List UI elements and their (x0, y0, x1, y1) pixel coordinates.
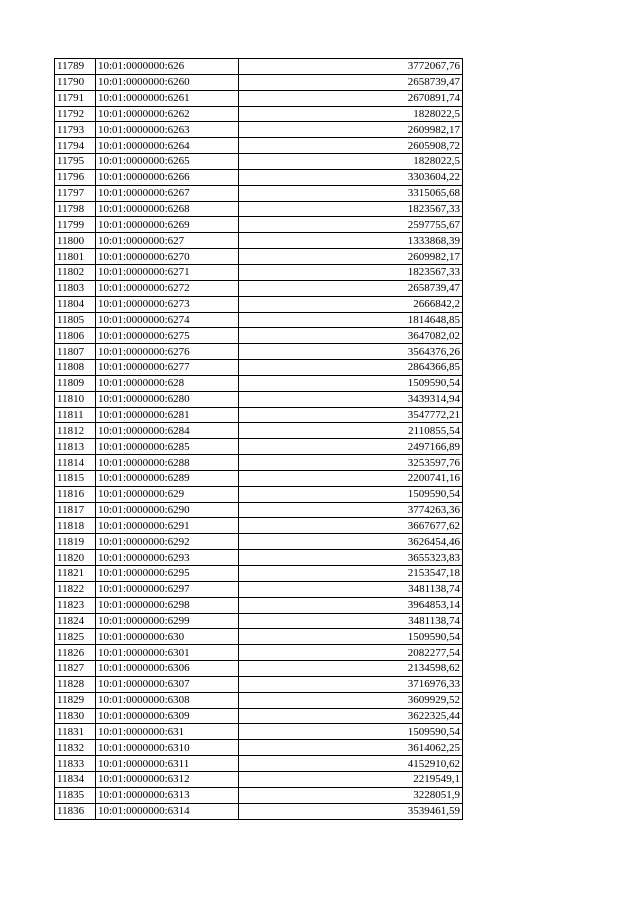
table-row (55, 59, 463, 75)
cadastral-number-cell: 10:01:0000000:629 (96, 486, 239, 502)
cadastral-value-cell: 2134598,62 (239, 661, 463, 677)
table-row (55, 344, 463, 360)
row-number-cell: 11804 (55, 296, 96, 312)
cadastral-number-cell: 10:01:0000000:6264 (96, 138, 239, 154)
cadastral-number-cell: 10:01:0000000:6270 (96, 249, 239, 265)
cadastral-value-cell: 3774263,36 (239, 502, 463, 518)
table-row (55, 661, 463, 677)
table-row (55, 375, 463, 391)
row-number-cell: 11828 (55, 676, 96, 692)
cadastral-value-cell: 3667677,62 (239, 518, 463, 534)
cadastral-number-cell: 10:01:0000000:6274 (96, 312, 239, 328)
cadastral-number-cell: 10:01:0000000:630 (96, 629, 239, 645)
table-row (55, 328, 463, 344)
cadastral-value-cell: 3622325,44 (239, 708, 463, 724)
row-number-cell: 11792 (55, 106, 96, 122)
cadastral-value-cell: 3564376,26 (239, 344, 463, 360)
row-number-cell: 11836 (55, 803, 96, 819)
row-number-cell: 11789 (55, 59, 96, 75)
cadastral-number-cell: 10:01:0000000:6290 (96, 502, 239, 518)
table-row (55, 629, 463, 645)
cadastral-value-cell: 2153547,18 (239, 566, 463, 582)
row-number-cell: 11802 (55, 264, 96, 280)
cadastral-number-cell: 10:01:0000000:6313 (96, 787, 239, 803)
cadastral-value-cell: 3439314,94 (239, 391, 463, 407)
table-row (55, 423, 463, 439)
cadastral-value-cell: 2605908,72 (239, 138, 463, 154)
table-row (55, 185, 463, 201)
table-row (55, 296, 463, 312)
cadastral-value-cell: 1828022,5 (239, 106, 463, 122)
table-row (55, 106, 463, 122)
cadastral-number-cell: 10:01:0000000:628 (96, 375, 239, 391)
table-row (55, 787, 463, 803)
table-row (55, 280, 463, 296)
cadastral-value-cell: 2219549,1 (239, 771, 463, 787)
cadastral-value-cell: 3547772,21 (239, 407, 463, 423)
row-number-cell: 11799 (55, 217, 96, 233)
cadastral-value-cell: 3647082,02 (239, 328, 463, 344)
cadastral-number-cell: 10:01:0000000:6268 (96, 201, 239, 217)
cadastral-number-cell: 10:01:0000000:6261 (96, 90, 239, 106)
cadastral-number-cell: 10:01:0000000:6262 (96, 106, 239, 122)
table-row (55, 771, 463, 787)
cadastral-value-cell: 3609929,52 (239, 692, 463, 708)
cadastral-number-cell: 10:01:0000000:6260 (96, 74, 239, 90)
cadastral-value-cell: 1823567,33 (239, 264, 463, 280)
table-row (55, 201, 463, 217)
cadastral-number-cell: 10:01:0000000:6291 (96, 518, 239, 534)
cadastral-value-cell: 2658739,47 (239, 280, 463, 296)
table-row (55, 264, 463, 280)
cadastral-value-cell: 2609982,17 (239, 122, 463, 138)
cadastral-value-cell: 2082277,54 (239, 645, 463, 661)
row-number-cell: 11826 (55, 645, 96, 661)
cadastral-value-cell: 1509590,54 (239, 629, 463, 645)
cadastral-value-cell: 1823567,33 (239, 201, 463, 217)
row-number-cell: 11806 (55, 328, 96, 344)
cadastral-number-cell: 10:01:0000000:6267 (96, 185, 239, 201)
table-row (55, 169, 463, 185)
cadastral-number-cell: 10:01:0000000:6311 (96, 756, 239, 772)
table-row (55, 407, 463, 423)
table-row (55, 581, 463, 597)
table-row (55, 486, 463, 502)
cadastral-number-cell: 10:01:0000000:6281 (96, 407, 239, 423)
cadastral-number-cell: 10:01:0000000:6307 (96, 676, 239, 692)
table-row (55, 74, 463, 90)
row-number-cell: 11798 (55, 201, 96, 217)
table-row (55, 122, 463, 138)
cadastral-value-cell: 1333868,39 (239, 233, 463, 249)
cadastral-value-cell: 2597755,67 (239, 217, 463, 233)
cadastral-number-cell: 10:01:0000000:6314 (96, 803, 239, 819)
table-row (55, 470, 463, 486)
cadastral-number-cell: 10:01:0000000:6312 (96, 771, 239, 787)
row-number-cell: 11832 (55, 740, 96, 756)
table-row (55, 550, 463, 566)
cadastral-value-cell: 3539461,59 (239, 803, 463, 819)
row-number-cell: 11827 (55, 661, 96, 677)
table-row (55, 455, 463, 471)
row-number-cell: 11829 (55, 692, 96, 708)
table-row (55, 360, 463, 376)
row-number-cell: 11790 (55, 74, 96, 90)
cadastral-value-cell: 3253597,76 (239, 455, 463, 471)
cadastral-number-cell: 10:01:0000000:627 (96, 233, 239, 249)
table-row (55, 534, 463, 550)
cadastral-value-cell: 4152910,62 (239, 756, 463, 772)
cadastral-value-cell: 2666842,2 (239, 296, 463, 312)
table-row (55, 566, 463, 582)
cadastral-number-cell: 10:01:0000000:6301 (96, 645, 239, 661)
row-number-cell: 11807 (55, 344, 96, 360)
cadastral-value-cell: 1509590,54 (239, 724, 463, 740)
table-row (55, 439, 463, 455)
cadastral-value-cell: 1828022,5 (239, 154, 463, 170)
table-row (55, 233, 463, 249)
cadastral-number-cell: 10:01:0000000:6295 (96, 566, 239, 582)
cadastral-value-cell: 3772067,76 (239, 59, 463, 75)
row-number-cell: 11808 (55, 360, 96, 376)
table-row (55, 217, 463, 233)
row-number-cell: 11795 (55, 154, 96, 170)
table-row (55, 249, 463, 265)
cadastral-number-cell: 10:01:0000000:6306 (96, 661, 239, 677)
row-number-cell: 11810 (55, 391, 96, 407)
row-number-cell: 11791 (55, 90, 96, 106)
table-row (55, 597, 463, 613)
table-row (55, 502, 463, 518)
cadastral-number-cell: 10:01:0000000:631 (96, 724, 239, 740)
table-row (55, 676, 463, 692)
cadastral-number-cell: 10:01:0000000:6308 (96, 692, 239, 708)
row-number-cell: 11834 (55, 771, 96, 787)
row-number-cell: 11814 (55, 455, 96, 471)
cadastral-value-cell: 3303604,22 (239, 169, 463, 185)
cadastral-number-cell: 10:01:0000000:6280 (96, 391, 239, 407)
cadastral-number-cell: 10:01:0000000:6298 (96, 597, 239, 613)
cadastral-number-cell: 10:01:0000000:6263 (96, 122, 239, 138)
table-row (55, 518, 463, 534)
row-number-cell: 11809 (55, 375, 96, 391)
cadastral-value-cell: 3655323,83 (239, 550, 463, 566)
cadastral-value-cell: 3626454,46 (239, 534, 463, 550)
cadastral-value-cell: 1509590,54 (239, 375, 463, 391)
table-row (55, 803, 463, 819)
row-number-cell: 11815 (55, 470, 96, 486)
cadastral-number-cell: 10:01:0000000:6271 (96, 264, 239, 280)
table-row (55, 724, 463, 740)
cadastral-number-cell: 10:01:0000000:6285 (96, 439, 239, 455)
cadastral-number-cell: 10:01:0000000:6297 (96, 581, 239, 597)
cadastral-number-cell: 10:01:0000000:6275 (96, 328, 239, 344)
row-number-cell: 11822 (55, 581, 96, 597)
cadastral-number-cell: 10:01:0000000:6277 (96, 360, 239, 376)
table-row (55, 154, 463, 170)
table-row (55, 692, 463, 708)
row-number-cell: 11830 (55, 708, 96, 724)
row-number-cell: 11812 (55, 423, 96, 439)
cadastral-value-cell: 2670891,74 (239, 90, 463, 106)
table-row (55, 312, 463, 328)
row-number-cell: 11793 (55, 122, 96, 138)
cadastral-number-cell: 10:01:0000000:6273 (96, 296, 239, 312)
cadastral-value-cell: 3716976,33 (239, 676, 463, 692)
cadastral-number-cell: 10:01:0000000:6284 (96, 423, 239, 439)
table-body (55, 59, 463, 820)
cadastral-number-cell: 10:01:0000000:6269 (96, 217, 239, 233)
cadastral-value-cell: 2110855,54 (239, 423, 463, 439)
row-number-cell: 11825 (55, 629, 96, 645)
cadastral-value-cell: 3964853,14 (239, 597, 463, 613)
table-row (55, 613, 463, 629)
row-number-cell: 11805 (55, 312, 96, 328)
row-number-cell: 11816 (55, 486, 96, 502)
row-number-cell: 11821 (55, 566, 96, 582)
cadastral-value-cell: 2658739,47 (239, 74, 463, 90)
cadastral-number-cell: 10:01:0000000:6289 (96, 470, 239, 486)
row-number-cell: 11824 (55, 613, 96, 629)
cadastral-value-cell: 2200741,16 (239, 470, 463, 486)
cadastral-number-cell: 10:01:0000000:6276 (96, 344, 239, 360)
row-number-cell: 11820 (55, 550, 96, 566)
table-row (55, 756, 463, 772)
cadastral-number-cell: 10:01:0000000:6299 (96, 613, 239, 629)
table-row (55, 138, 463, 154)
cadastral-value-cell: 1814648,85 (239, 312, 463, 328)
cadastral-value-cell: 2609982,17 (239, 249, 463, 265)
row-number-cell: 11833 (55, 756, 96, 772)
cadastral-number-cell: 10:01:0000000:6310 (96, 740, 239, 756)
cadastral-number-cell: 10:01:0000000:6293 (96, 550, 239, 566)
table-row (55, 391, 463, 407)
cadastral-number-cell: 10:01:0000000:6272 (96, 280, 239, 296)
table-row (55, 645, 463, 661)
table-row (55, 90, 463, 106)
cadastral-value-cell: 3315065,68 (239, 185, 463, 201)
row-number-cell: 11819 (55, 534, 96, 550)
row-number-cell: 11800 (55, 233, 96, 249)
row-number-cell: 11823 (55, 597, 96, 613)
cadastral-value-cell: 3481138,74 (239, 581, 463, 597)
row-number-cell: 11803 (55, 280, 96, 296)
row-number-cell: 11811 (55, 407, 96, 423)
row-number-cell: 11801 (55, 249, 96, 265)
cadastral-number-cell: 10:01:0000000:6288 (96, 455, 239, 471)
table-row (55, 708, 463, 724)
row-number-cell: 11796 (55, 169, 96, 185)
row-number-cell: 11797 (55, 185, 96, 201)
cadastral-value-cell: 2497166,89 (239, 439, 463, 455)
cadastral-number-cell: 10:01:0000000:626 (96, 59, 239, 75)
row-number-cell: 11794 (55, 138, 96, 154)
row-number-cell: 11817 (55, 502, 96, 518)
cadastral-value-table (54, 58, 463, 820)
table-row (55, 740, 463, 756)
cadastral-number-cell: 10:01:0000000:6309 (96, 708, 239, 724)
row-number-cell: 11835 (55, 787, 96, 803)
cadastral-number-cell: 10:01:0000000:6266 (96, 169, 239, 185)
cadastral-value-cell: 1509590,54 (239, 486, 463, 502)
cadastral-value-cell: 3228051,9 (239, 787, 463, 803)
cadastral-value-cell: 3614062,25 (239, 740, 463, 756)
row-number-cell: 11813 (55, 439, 96, 455)
cadastral-value-cell: 2864366,85 (239, 360, 463, 376)
cadastral-number-cell: 10:01:0000000:6292 (96, 534, 239, 550)
cadastral-value-cell: 3481138,74 (239, 613, 463, 629)
row-number-cell: 11818 (55, 518, 96, 534)
row-number-cell: 11831 (55, 724, 96, 740)
cadastral-number-cell: 10:01:0000000:6265 (96, 154, 239, 170)
